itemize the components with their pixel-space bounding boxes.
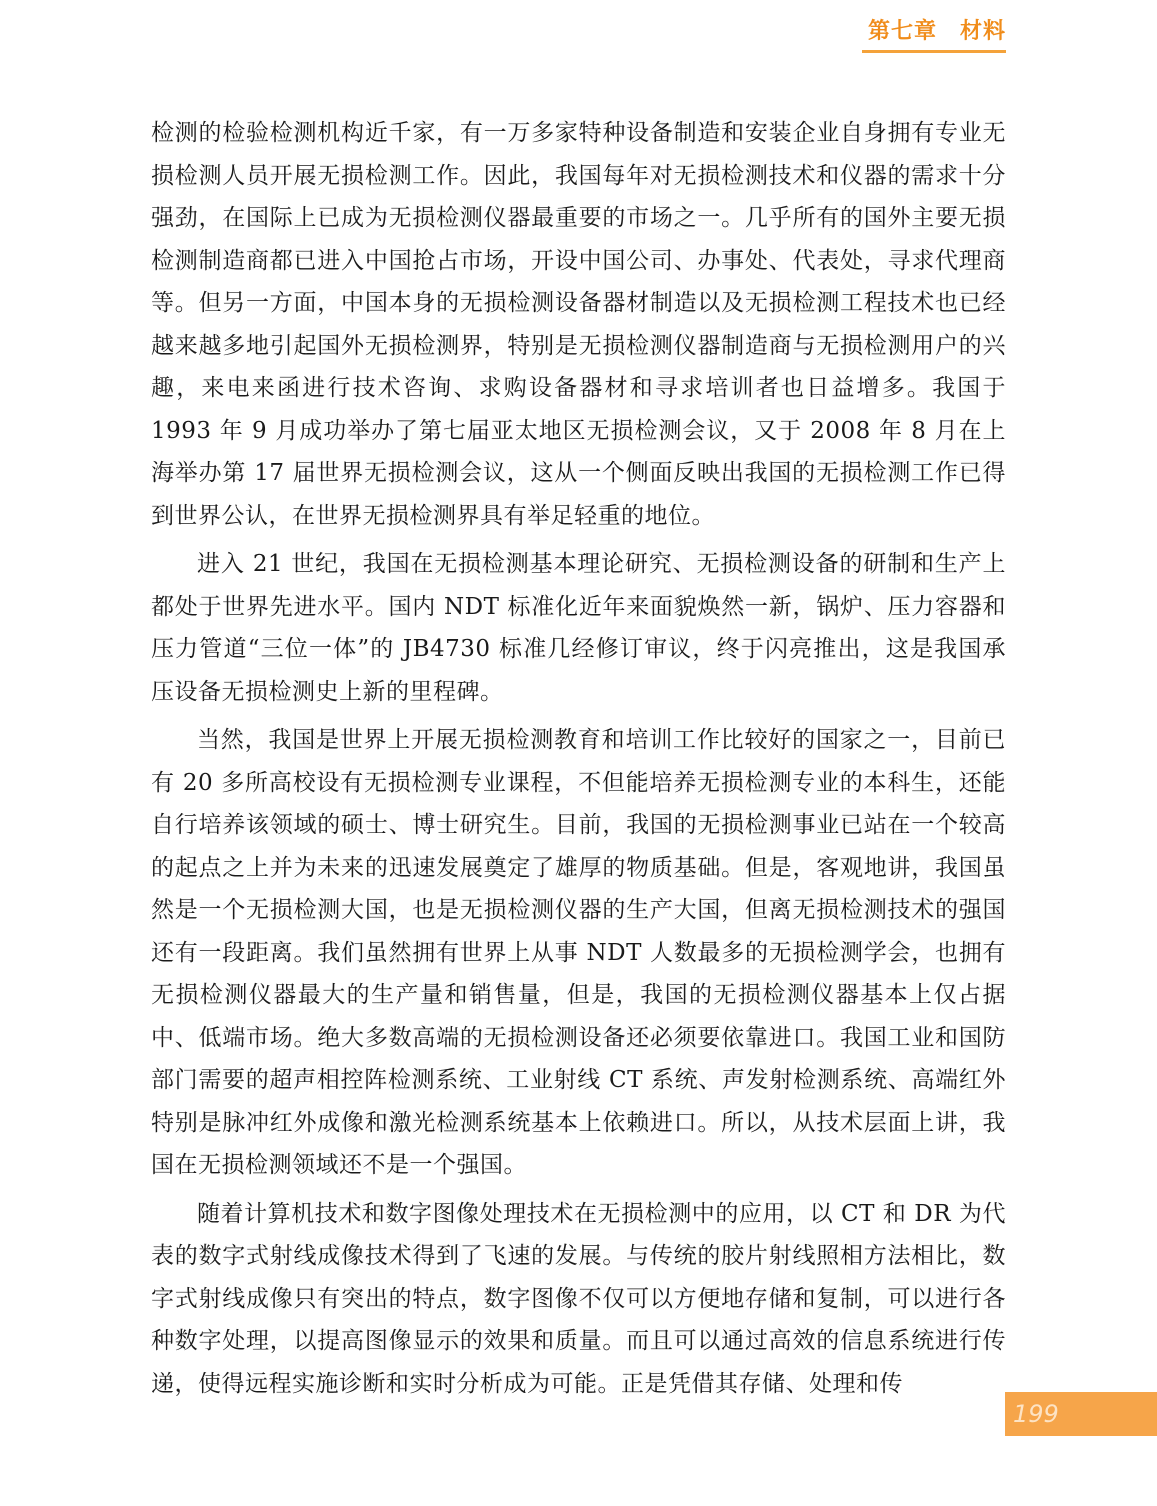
page-number: 199 [1013,1400,1059,1428]
paragraph-3: 当然，我国是世界上开展无损检测教育和培训工作比较好的国家之一，目前已有 20 多所高校设有无损检测专业课程，不但能培养无损检测专业的本科生，还能自行培养该领域的硕士、博士研究生。目前，我国的无损检测事业已站在一个较高的起点之上并为未来的迅速发展奠定了雄厚的物质基础。但是，客观地讲，我国虽然是一个无损检测大国，也是无损检测仪器的生产大国，但离无损检测技术的强国还有一段距离。我们虽然拥有世界上从事 NDT 人数最多的无损检测学会，也拥有无损检测仪器最大的生产量和销售量，但是，我国的无损检测仪器基本上仅占据中、低端市场。绝大多数高端的无损检测设备还必须要依靠进口。我国工业和国防部门需要的超声相控阵检测系统、工业射线 CT 系统、声发射检测系统、高端红外特别是脉冲红外成像和激光检测系统基本上依赖进口。所以，从技术层面上讲，我国在无损检测领域还不是一个强国。 [151,727,1006,1178]
header-underline [862,50,1006,53]
chapter-title: 第七章 材料 [868,19,1007,44]
paragraph-4: 随着计算机技术和数字图像处理技术在无损检测中的应用，以 CT 和 DR 为代表的数字式射线成像技术得到了飞速的发展。与传统的胶片射线照相方法相比，数字式射线成像只有突出的特点，数字图像不仅可以方便地存储和复制，可以进行各种数字处理，以提高图像显示的效果和质量。而且可以通过高效的信息系统进行传递，使得远程实施诊断和实时分析成为可能。正是凭借其存储、处理和传 [151,1200,1006,1397]
paragraph-1: 检测的检验检测机构近千家，有一万多家特种设备制造和安装企业自身拥有专业无损检测人员开展无损检测工作。因此，我国每年对无损检测技术和仪器的需求十分强劲，在国际上已成为无损检测仪器最重要的市场之一。几乎所有的国外主要无损检测制造商都已进入中国抢占市场，开设中国公司、办事处、代表处，寻求代理商等。但另一方面，中国本身的无损检测设备器材制造以及无损检测工程技术也已经越来越多地引起国外无损检测界，特别是无损检测仪器制造商与无损检测用户的兴趣，来电来函进行技术咨询、求购设备器材和寻求培训者也日益增多。我国于 1993 年 9 月成功举办了第七届亚太地区无损检测会议，又于 2008 年 8 月在上海举办第 17 届世界无损检测会议，这从一个侧面反映出我国的无损检测工作已得到世界公认，在世界无损检测界具有举足轻重的地位。 [151,120,1006,529]
running-header [868,18,1008,58]
paragraph-2: 进入 21 世纪，我国在无损检测基本理论研究、无损检测设备的研制和生产上都处于世界先进水平。国内 NDT 标准化近年来面貌焕然一新，锅炉、压力容器和压力管道“三位一体”的 JB4730 标准几经修订审议，终于闪亮推出，这是我国承压设备无损检测史上新的里程碑。 [151,551,1006,705]
page-number-tab [1005,1392,1157,1436]
body-text [151,112,1006,1411]
